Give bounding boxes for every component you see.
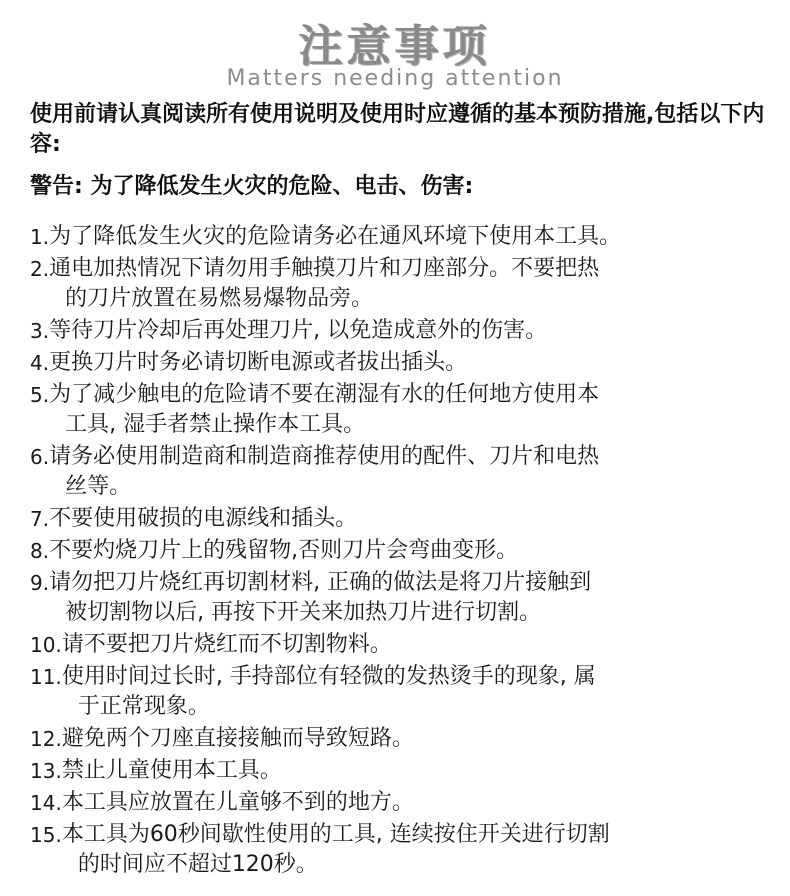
warning-heading: 警告: 为了降低发生火灾的危险、电击、伤害: [30, 174, 474, 199]
list-item-line: 为了降低发生火灾的危险请务必在通风环境下使用本工具。 [49, 224, 622, 249]
list-item-text [62, 724, 775, 754]
list-item-number: 5. [30, 383, 50, 407]
list-item-text [49, 222, 775, 252]
list-item-text [49, 504, 775, 534]
list-item-number: 15. [30, 823, 62, 847]
intro-paragraph: 使用前请认真阅读所有使用说明及使用时应遵循的基本预防措施,包括以下内容: [30, 102, 765, 157]
list-item-line: 禁止儿童使用本工具。 [61, 758, 282, 783]
list-item-text [49, 536, 775, 566]
list-item [30, 254, 775, 314]
list-item-number: 3. [30, 319, 50, 343]
list-item-text [62, 788, 775, 818]
list-item [30, 724, 775, 754]
list-item [30, 536, 775, 566]
list-item-text [49, 568, 775, 628]
list-item-text [49, 348, 775, 378]
list-item [30, 348, 775, 378]
list-item-number: 13. [30, 759, 62, 783]
list-item-text [62, 630, 775, 660]
list-item-line: 通电加热情况下请勿用手触摸刀片和刀座部分。不要把热 [49, 256, 600, 281]
page-title: 注意事项 [299, 21, 491, 72]
list-item-line: 本工具应放置在儿童够不到的地方。 [61, 790, 414, 815]
list-item [30, 662, 775, 722]
list-item [30, 630, 775, 660]
list-item-continuation-line: 于正常现象。 [77, 694, 210, 719]
list-item [30, 222, 775, 252]
list-item-continuation-line: 被切割物以后, 再按下开关来加热刀片进行切割。 [65, 600, 542, 625]
list-item-number: 10. [30, 633, 62, 657]
list-item-line: 更换刀片时务必请切断电源或者拔出插头。 [49, 350, 468, 375]
list-item [30, 316, 775, 346]
list-item [30, 442, 775, 502]
list-item [30, 788, 775, 818]
list-item-line: 本工具为60秒间歇性使用的工具, 连续按住开关进行切割 [61, 822, 610, 847]
list-item-text [62, 662, 775, 722]
list-item [30, 504, 775, 534]
list-item [30, 756, 775, 786]
list-item-number: 14. [30, 791, 62, 815]
list-item [30, 380, 775, 440]
list-item-continuation-line: 的刀片放置在易燃易爆物品旁。 [65, 286, 374, 311]
list-item-continuation-line: 工具, 湿手者禁止操作本工具。 [65, 412, 366, 437]
list-item-line: 为了减少触电的危险请不要在潮湿有水的任何地方使用本 [49, 382, 600, 407]
list-item-text [62, 820, 775, 880]
precautions-list [30, 222, 775, 882]
list-item-text [49, 254, 775, 314]
list-item-continuation-line: 的时间应不超过120秒。 [77, 852, 318, 877]
list-item-text [62, 756, 775, 786]
list-item-number: 1. [30, 225, 50, 249]
list-item-line: 请不要把刀片烧红而不切割物料。 [61, 632, 392, 657]
list-item-line: 等待刀片冷却后再处理刀片, 以免造成意外的伤害。 [49, 318, 548, 343]
list-item-line: 请务必使用制造商和制造商推荐使用的配件、刀片和电热 [49, 444, 600, 469]
list-item-line: 不要使用破损的电源线和插头。 [49, 506, 358, 531]
list-item-text [49, 316, 775, 346]
list-item-number: 2. [30, 257, 50, 281]
list-item-number: 11. [30, 665, 62, 689]
list-item-number: 12. [30, 727, 62, 751]
list-item-number: 6. [30, 445, 50, 469]
page-subtitle: Matters needing attention [226, 66, 564, 91]
list-item-continuation-line: 丝等。 [65, 474, 132, 499]
list-item-number: 4. [30, 351, 50, 375]
list-item-text [49, 442, 775, 502]
list-item-line: 使用时间过长时, 手持部位有轻微的发热烫手的现象, 属 [61, 664, 596, 689]
list-item-line: 请勿把刀片烧红再切割材料, 正确的做法是将刀片接触到 [49, 570, 592, 595]
list-item-number: 7. [30, 507, 50, 531]
list-item [30, 568, 775, 628]
list-item-line: 不要灼烧刀片上的残留物,否则刀片会弯曲变形。 [49, 538, 519, 563]
list-item-text [49, 380, 775, 440]
list-item-number: 9. [30, 571, 50, 595]
list-item-number: 8. [30, 539, 50, 563]
list-item [30, 820, 775, 880]
list-item-line: 避免两个刀座直接接触而导致短路。 [61, 726, 414, 751]
